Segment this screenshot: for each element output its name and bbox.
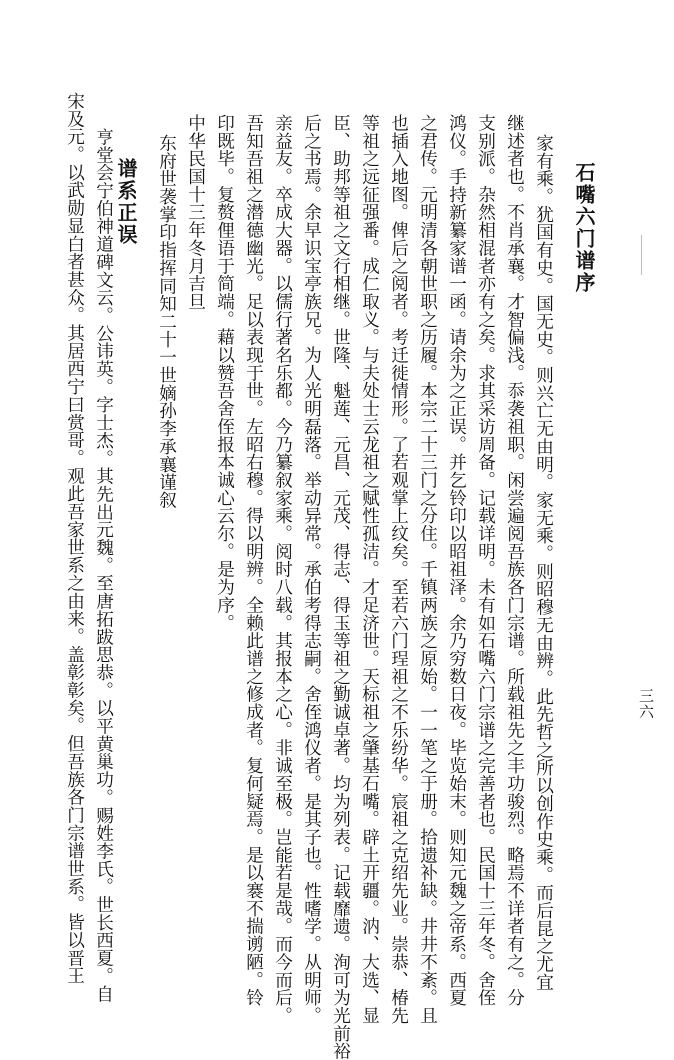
section-title: 谱系正误 bbox=[114, 158, 138, 246]
preface-column-7: 等祖之远征强番。成仁取义。与夫处士云龙祖之赋性孤洁。才足济世。天标祖之肇基石嘴。辟土开疆。汭、大选、显 bbox=[359, 114, 380, 1025]
preface-column-6: 也插入地图。俾后之阅者。考迁徙情形。了若观掌上纹矣。至若六门珵祖之不乐纷华。宸祖之克绍先业。崇恭、椿先 bbox=[388, 114, 409, 1025]
section-column-2: 宋及元。以武勋显白者甚众。其居西宁曰赏哥。观此吾家世系之由来。盖彰彰矣。但吾族各门宗谱世系。皆以晋王 bbox=[64, 92, 85, 985]
scan-mark bbox=[641, 235, 642, 275]
preface-column-1: 家有乘。犹国有史。国无史。则兴亡无由明。家无乘。则昭穆无由辨。此先哲之所以创作史乘。而后昆之尤宜 bbox=[533, 134, 554, 991]
preface-column-3: 支别派。杂然相混者亦有之矣。求其采访周备。记载详明。未有如石嘴六门宗谱之完善者也。民国十三年冬。舍侄 bbox=[475, 114, 496, 1007]
preface-signature: 东府世袭掌印指挥同知二十一世嫡孙李承襄谨叙 bbox=[156, 134, 177, 509]
preface-column-11: 吾知吾祖之潜德幽光。足以表现于世。左昭右穆。得以明辨。全赖此谱之修成者。复何疑焉。是以褰不揣谫陋。铃 bbox=[243, 114, 264, 1007]
preface-title: 石嘴六门谱序 bbox=[572, 162, 596, 294]
preface-date: 中华民国十三年冬月吉旦 bbox=[185, 114, 206, 311]
preface-column-8: 臣、助邦等祖之文行相继。世隆、魁莲、元昌、元茂、得志、得玉等祖之勤诚卓著。均为列表。记载靡遗。洵可为光前裕 bbox=[330, 114, 351, 1060]
preface-column-10: 亲益友。卒成大器。以儒行著名乐都。今乃纂叙家乘。阅时八载。其报本之心。非诚至极。岂能若是哉。而今而后。 bbox=[272, 114, 293, 1025]
preface-column-4: 鸿仪。手持新纂家谱一函。请余为之正误。并乞铃印以昭祖泽。余乃穷数日夜。毕览始末。则知元魏之帝系。西夏 bbox=[446, 114, 467, 1007]
page-number: 三六 bbox=[637, 688, 655, 720]
preface-column-9: 后之书焉。余早识宝亭族兄。为人光明磊落。举动异常。承伯考得志嗣。舍侄鸿仪者。是其子也。性嗜学。从明师。 bbox=[301, 114, 322, 1025]
preface-column-5: 之君传。元明清各朝世职之历履。本宗二十三门之分住。千镇两族之原始。一一笔之于册。拾遗补缺。井井不紊。且 bbox=[417, 114, 438, 1025]
preface-column-2: 继述者也。不肖承襄。才智偏浅。忝袭祖职。闲尝遍阅吾族各门宗谱。所载祖先之丰功骏烈。略焉不详者有之。分 bbox=[504, 114, 525, 1007]
section-column-1: 亨堂会宁伯神道碑文云。公讳英。字士杰。其先出元魏。至唐拓跋思恭。以平黄巢功。赐姓李氏。世长西夏。自 bbox=[93, 128, 114, 1003]
preface-column-12: 印既毕。复赘俚语于简端。藉以赞吾舍侄报本诚心云尔。是为序。 bbox=[214, 114, 235, 632]
